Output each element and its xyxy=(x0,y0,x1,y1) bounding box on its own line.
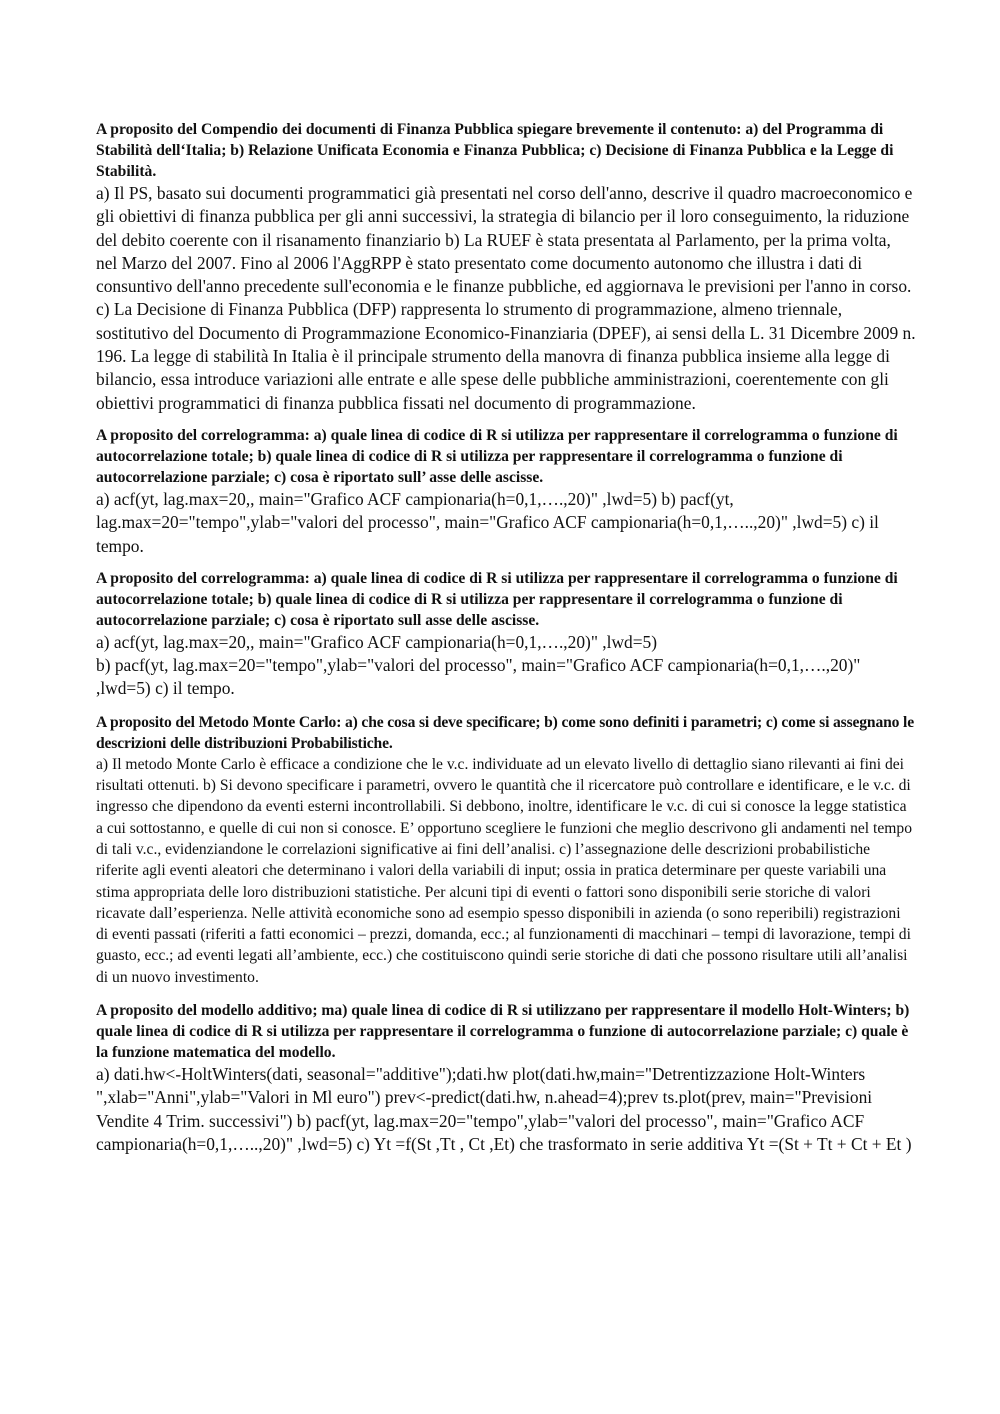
question-heading: A proposito del correlogramma: a) quale linea di codice di R si utilizza per rappresentare il correlogramma o funzione di autocorrelazione totale; b) quale linea di codice di R si utilizza per rappresentare il correlogramma o funzione di autocorrelazione parziale; c) cosa è riportato sull’ asse delle ascisse. xyxy=(96,426,898,486)
section-correlogramma-2 xyxy=(96,568,916,701)
section-monte-carlo xyxy=(96,712,916,988)
section-correlogramma-1 xyxy=(96,425,916,558)
answer-text-line-2: b) pacf(yt, lag.max=20="tempo",ylab="valori del processo", main="Grafico ACF campionaria(h=0,1,….,20)" ,lwd=5) c) il tempo. xyxy=(96,655,861,699)
answer-text: a) acf(yt, lag.max=20,, main="Grafico ACF campionaria(h=0,1,….,20)" ,lwd=5) b) pacf(yt, lag.max=20="tempo",ylab="valori del processo", main="Grafico ACF campionaria(h=0,1,…..,20)" ,lwd=5) c) il tempo. xyxy=(96,488,879,556)
document-page xyxy=(96,119,916,1156)
question-heading: A proposito del Compendio dei documenti di Finanza Pubblica spiegare brevemente il contenuto: a) del Programma di Stabilità dell‘Italia; b) Relazione Unificata Economia e Finanza Pubblica; c) Decisione di Finanza Pubblica e la Legge di Stabilità. xyxy=(96,121,894,180)
answer-text-line-1: a) acf(yt, lag.max=20,, main="Grafico ACF campionaria(h=0,1,….,20)" ,lwd=5) xyxy=(96,631,657,652)
question-heading: A proposito del Metodo Monte Carlo: a) che cosa si deve specificare; b) come sono definiti i parametri; c) come si assegnano le descrizioni delle distribuzioni Probabilistiche. xyxy=(96,713,914,752)
section-modello-additivo xyxy=(96,1000,916,1156)
answer-text: a) Il metodo Monte Carlo è efficace a condizione che le v.c. individuate ad un elevato livello di dettaglio siano rilevanti ai fini dei risultati ottenuti. b) Si devono specificare i parametri, ovvero le quantità che il ricercatore può controllare e identificare, e le v.c. di ingresso che dipendono da eventi esterni incontrollabili. Si debbono, inoltre, identificare le v.c. di cui si conosce la legge statistica a cui sottostanno, e quelle di cui non si conosce. E’ opportuno scegliere le funzioni che meglio descrivono gli andamenti nel tempo di tali v.c., evidenziandone le correlazioni significative ai fini dell’analisi. c) l’assegnazione delle descrizioni probabilistiche riferite agli eventi aleatori che determinano i valori della variabili di input; ossia in pratica determinare per queste variabili una stima appropriata delle loro distribuzioni statistiche. Per alcuni tipi di eventi o fattori sono disponibili serie storiche di valori ricavate dall’esperienza. Nelle attività economiche sono ad esempio spesso disponibili in azienda (o sono reperibili) registrazioni di eventi passati (riferiti a fatti economici – prezzi, domanda, ecc.; al funzionamenti di macchinari – tempi di lavorazione, tempi di guasto, ecc.; ad eventi legati all’ambiente, ecc.) che costituiscono quindi serie storiche di dati che possono risultare utili all’analisi di un nuovo investimento. xyxy=(96,755,912,986)
section-finanza-pubblica xyxy=(96,119,916,415)
question-heading: A proposito del correlogramma: a) quale linea di codice di R si utilizza per rappresentare il correlogramma o funzione di autocorrelazione totale; b) quale linea di codice di R si utilizza per rappresentare il correlogramma o funzione di autocorrelazione parziale; c) cosa è riportato sull asse delle ascisse. xyxy=(96,569,898,629)
answer-text: a) Il PS, basato sui documenti programmatici già presentati nel corso dell'anno, descrive il quadro macroeconomico e gli obiettivi di finanza pubblica per gli anni successivi, la strategia di bilancio per il loro conseguimento, la riduzione del debito coerente con il risanamento finanziario b) La RUEF è stata presentata al Parlamento, per la prima volta, nel Marzo del 2007. Fino al 2006 l'AggRPP è stato presentato come documento autonomo che illustra i dati di consuntivo dell'anno precedente sull'economia e le finanze pubbliche, ed aggiornava le previsioni per l'anno in corso. c) La Decisione di Finanza Pubblica (DFP) rappresenta lo strumento di programmazione, almeno triennale, sostitutivo del Documento di Programmazione Economico-Finanziaria (DPEF), ai sensi della L. 31 Dicembre 2009 n. 196. La legge di stabilità In Italia è il principale strumento della manovra di finanza pubblica insieme alla legge di bilancio, essa introduce variazioni alle entrate e alle spese delle pubbliche amministrazioni, coerentemente con gli obiettivi programmatici di finanza pubblica fissati nel documento di programmazione. xyxy=(96,183,916,413)
answer-text: a) dati.hw<-HoltWinters(dati, seasonal="additive");dati.hw plot(dati.hw,main="Detrentizzazione Holt-Winters ",xlab="Anni",ylab="Valori in Ml euro") prev<-predict(dati.hw, n.ahead=4);prev ts.plot(prev, main="Previsioni Vendite 4 Trim. successivi") b) pacf(yt, lag.max=20="tempo",ylab="valori del processo", main="Grafico ACF campionaria(h=0,1,…..,20)" ,lwd=5) c) Yt =f(St ,Tt , Ct ,Et) che trasformato in serie additiva Yt =(St + Tt + Ct + Et ) xyxy=(96,1064,912,1154)
question-heading: A proposito del modello additivo; ma) quale linea di codice di R si utilizzano per rappresentare il modello Holt-Winters; b) quale linea di codice di R si utilizza per rappresentare il correlogramma o funzione di autocorrelazione parziale; c) quale è la funzione matematica del modello. xyxy=(96,1002,910,1062)
